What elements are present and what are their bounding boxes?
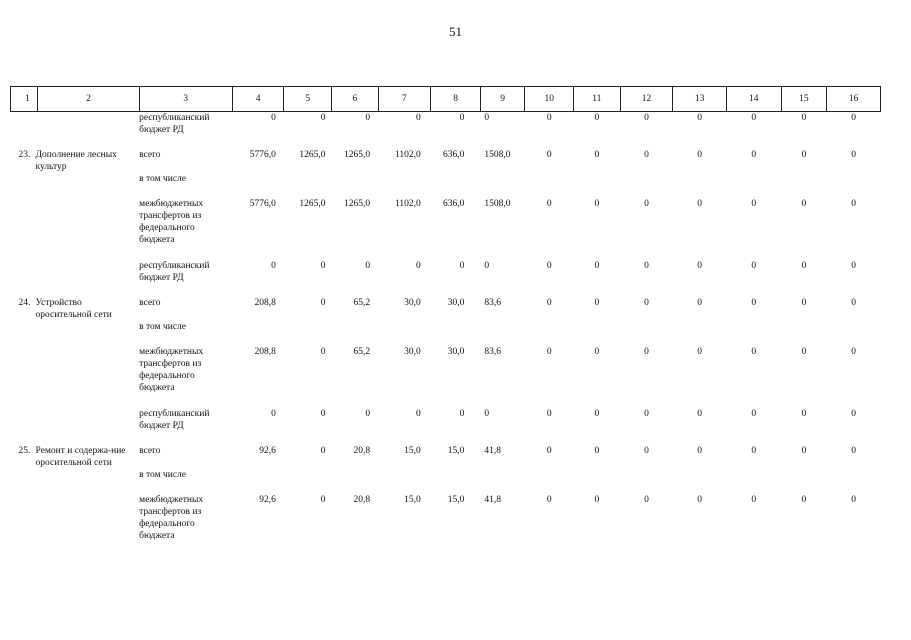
value-cell: 0 (751, 198, 757, 209)
value-cell: 0 (365, 260, 371, 271)
value-cell: 0 (801, 113, 807, 123)
value-cell: 0 (365, 408, 371, 419)
item-name: Устройство оросительной сети (35, 297, 112, 320)
value-cell: 0 (320, 346, 326, 357)
value-cell: 0 (751, 149, 757, 160)
value-cell: 0 (594, 494, 600, 505)
funding-source-cell (139, 149, 232, 198)
value-cell: 30,0 (404, 297, 421, 308)
value-cell: 0 (459, 260, 465, 271)
value-cell: 0 (594, 198, 600, 209)
value-cell: 1508,0 (484, 149, 511, 160)
value-cell: 0 (751, 113, 757, 123)
value-cell: 0 (697, 297, 702, 308)
value-cell: 0 (644, 408, 649, 419)
value-cell: 0 (751, 346, 757, 357)
value-cell: 0 (801, 346, 807, 357)
value-cell: 15,0 (447, 494, 465, 505)
funding-source: всего (139, 297, 161, 308)
value-cell: 0 (594, 445, 600, 456)
value-cell: 0 (697, 149, 702, 160)
value-cell: 15,0 (447, 445, 465, 456)
column-header: 8 (431, 87, 481, 112)
item-name-cell (11, 494, 140, 552)
column-header: 10 (525, 87, 574, 112)
funding-source: межбюджетных трансфертов из федерального бюджета (139, 198, 204, 246)
column-header: 2 (38, 87, 139, 112)
value-cell: 0 (546, 260, 552, 271)
value-cell: 0 (851, 494, 856, 505)
value-cell: 0 (320, 408, 326, 419)
value-cell: 0 (697, 113, 702, 123)
column-number-row (11, 87, 881, 112)
item-name-cell (11, 198, 140, 260)
value-cell: 0 (697, 494, 702, 505)
value-cell: 1508,0 (484, 198, 511, 209)
value-cell: 1102,0 (394, 198, 421, 209)
value-cell: 83,6 (484, 297, 501, 308)
value-cell: 30,0 (404, 346, 421, 357)
funding-source: межбюджетных трансфертов из федерального бюджета (139, 494, 204, 542)
value-cell: 41,8 (484, 445, 501, 456)
value-cell: 0 (546, 346, 552, 357)
value-cell: 0 (851, 149, 856, 160)
funding-source-cell (139, 297, 232, 346)
column-header: 6 (332, 87, 379, 112)
item-name-cell (11, 112, 140, 149)
value-cell: 0 (594, 346, 600, 357)
value-cell: 0 (271, 260, 276, 271)
value-cell: 0 (459, 113, 465, 123)
item-name-cell (11, 260, 140, 297)
column-header: 11 (574, 87, 621, 112)
table-row (11, 149, 881, 198)
value-cell: 0 (697, 260, 702, 271)
value-cell: 0 (416, 260, 421, 271)
column-header: 7 (378, 87, 431, 112)
value-cell: 0 (851, 260, 856, 271)
value-cell: 636,0 (443, 198, 465, 209)
funding-source: республиканский бюджет РД (139, 408, 210, 431)
value-cell: 0 (546, 198, 552, 209)
value-cell: 0 (546, 297, 552, 308)
column-header: 16 (827, 87, 881, 112)
table-row (11, 260, 881, 297)
funding-subheading: в том числе (139, 469, 186, 480)
value-cell: 0 (851, 408, 856, 419)
value-cell: 0 (801, 494, 807, 505)
value-cell: 0 (851, 198, 856, 209)
value-cell: 0 (801, 260, 807, 271)
value-cell: 20,8 (353, 445, 371, 456)
value-cell: 0 (546, 113, 552, 123)
value-cell: 0 (751, 445, 757, 456)
table-row (11, 494, 881, 552)
column-header: 15 (781, 87, 827, 112)
value-cell: 0 (644, 198, 649, 209)
value-cell: 636,0 (443, 149, 465, 160)
table-row (11, 445, 881, 494)
column-header: 12 (620, 87, 673, 112)
value-cell: 1265,0 (299, 149, 326, 160)
value-cell: 0 (320, 445, 326, 456)
value-cell: 0 (484, 113, 490, 123)
value-cell: 0 (801, 297, 807, 308)
value-cell: 0 (644, 445, 649, 456)
value-cell: 0 (546, 408, 552, 419)
value-cell: 0 (546, 445, 552, 456)
value-cell: 0 (546, 494, 552, 505)
funding-source: межбюджетных трансфертов из федерального бюджета (139, 346, 204, 394)
item-name-cell (11, 445, 140, 494)
column-header: 9 (480, 87, 525, 112)
value-cell: 0 (320, 297, 326, 308)
value-cell: 0 (320, 494, 326, 505)
value-cell: 208,8 (254, 297, 276, 308)
page-number: 51 (449, 24, 462, 39)
value-cell: 0 (644, 346, 649, 357)
value-cell: 0 (644, 149, 649, 160)
value-cell: 0 (644, 494, 649, 505)
value-cell: 92,6 (259, 445, 276, 456)
value-cell: 1102,0 (394, 149, 421, 160)
value-cell: 0 (271, 113, 276, 123)
table-row (11, 408, 881, 445)
value-cell: 1265,0 (343, 149, 371, 160)
value-cell: 0 (365, 113, 371, 123)
table-row (11, 297, 881, 346)
value-cell: 0 (851, 113, 856, 123)
value-cell: 5776,0 (249, 149, 276, 160)
value-cell: 0 (644, 297, 649, 308)
value-cell: 30,0 (447, 297, 465, 308)
funding-source-cell (139, 494, 232, 552)
item-name-cell (11, 346, 140, 408)
value-cell: 0 (801, 445, 807, 456)
item-name: Дополнение лесных культур (35, 149, 117, 172)
funding-source-cell (139, 198, 232, 260)
value-cell: 0 (320, 260, 326, 271)
funding-subheading: в том числе (139, 173, 186, 184)
value-cell: 0 (751, 494, 757, 505)
value-cell: 0 (697, 445, 702, 456)
value-cell: 5776,0 (249, 198, 276, 209)
item-name: Ремонт и содержа-ние оросительной сети (35, 445, 126, 468)
value-cell: 0 (594, 408, 600, 419)
funding-source-cell (139, 346, 232, 408)
value-cell: 1265,0 (343, 198, 371, 209)
value-cell: 1265,0 (299, 198, 326, 209)
column-header: 1 (11, 87, 38, 112)
value-cell: 0 (851, 346, 856, 357)
funding-source-cell (139, 260, 232, 297)
value-cell: 0 (459, 408, 465, 419)
budget-table (10, 86, 881, 552)
value-cell: 208,8 (254, 346, 276, 357)
value-cell: 30,0 (447, 346, 465, 357)
value-cell: 0 (801, 198, 807, 209)
value-cell: 0 (416, 113, 421, 123)
value-cell: 0 (594, 113, 600, 123)
value-cell: 0 (851, 297, 856, 308)
funding-source: всего (139, 149, 161, 160)
value-cell: 0 (644, 260, 649, 271)
value-cell: 83,6 (484, 346, 501, 357)
value-cell: 0 (594, 149, 600, 160)
value-cell: 15,0 (404, 494, 421, 505)
funding-subheading: в том числе (139, 321, 186, 332)
value-cell: 41,8 (484, 494, 501, 505)
value-cell: 65,2 (353, 297, 371, 308)
item-number: 23. (18, 149, 31, 160)
value-cell: 0 (697, 198, 702, 209)
value-cell: 92,6 (259, 494, 276, 505)
value-cell: 0 (697, 408, 702, 419)
item-number: 24. (18, 297, 31, 308)
value-cell: 0 (320, 113, 326, 123)
funding-source-cell (139, 445, 232, 494)
value-cell: 0 (851, 445, 856, 456)
value-cell: 0 (801, 408, 807, 419)
value-cell: 20,8 (353, 494, 371, 505)
value-cell: 0 (271, 408, 276, 419)
table-row (11, 112, 881, 149)
value-cell: 0 (751, 260, 757, 271)
value-cell: 0 (751, 297, 757, 308)
item-name-cell (11, 149, 140, 198)
funding-source-cell (139, 112, 232, 149)
value-cell: 0 (416, 408, 421, 419)
item-number: 25. (18, 445, 31, 456)
column-header: 3 (139, 87, 232, 112)
funding-source: республиканский бюджет РД (139, 260, 210, 283)
value-cell: 15,0 (404, 445, 421, 456)
value-cell: 0 (484, 408, 490, 419)
value-cell: 0 (546, 149, 552, 160)
funding-source: всего (139, 445, 161, 456)
value-cell: 0 (644, 113, 649, 123)
item-name-cell (11, 408, 140, 445)
item-name-cell (11, 297, 140, 346)
funding-source-cell (139, 408, 232, 445)
value-cell: 0 (801, 149, 807, 160)
value-cell: 0 (484, 260, 490, 271)
column-header: 13 (673, 87, 727, 112)
value-cell: 0 (594, 260, 600, 271)
column-header: 4 (232, 87, 284, 112)
funding-source: республиканский бюджет РД (139, 113, 210, 136)
column-header: 14 (726, 87, 781, 112)
value-cell: 0 (697, 346, 702, 357)
value-cell: 65,2 (353, 346, 371, 357)
column-header: 5 (284, 87, 332, 112)
table-row (11, 346, 881, 408)
value-cell: 0 (594, 297, 600, 308)
value-cell: 0 (751, 408, 757, 419)
table-row (11, 198, 881, 260)
